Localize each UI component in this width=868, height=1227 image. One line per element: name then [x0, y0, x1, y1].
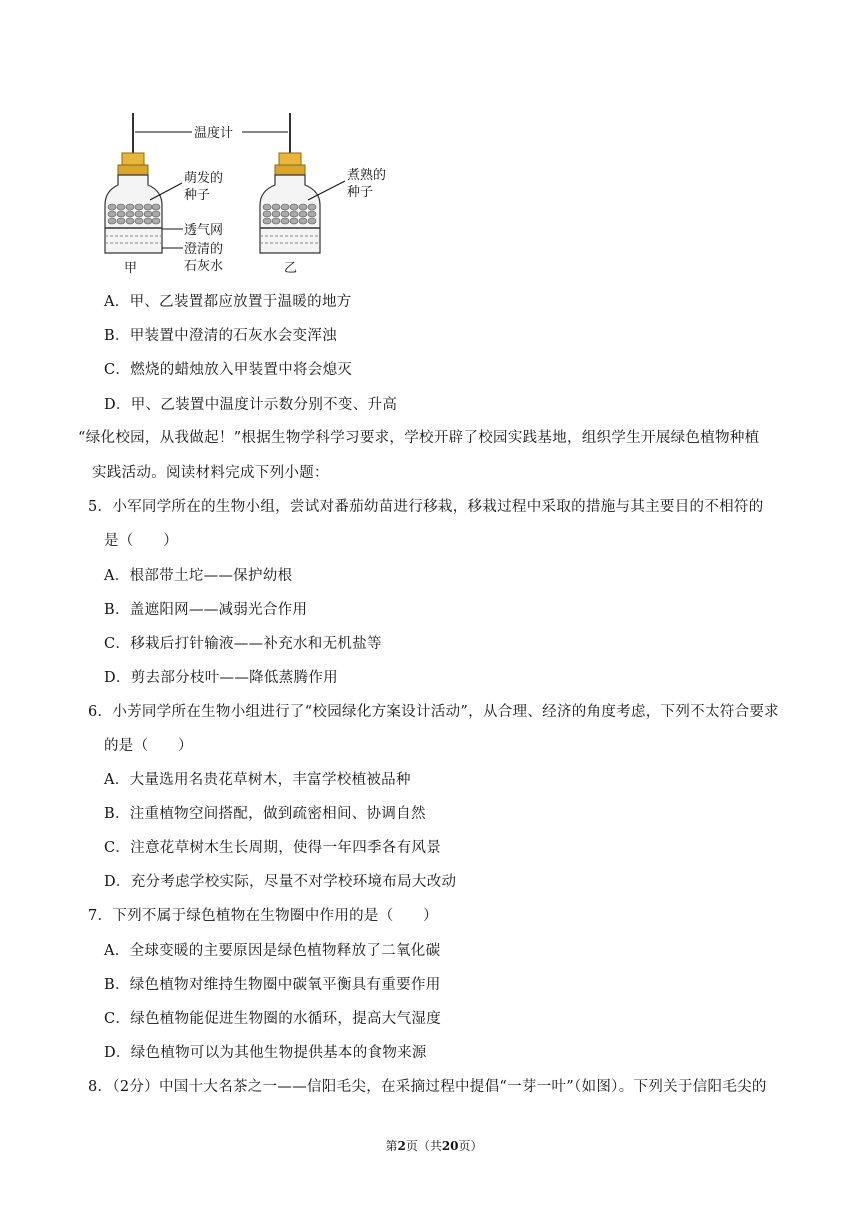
jar-a: [105, 153, 162, 253]
q7-stem-1: 7．下列不属于绿色植物在生物圈中作用的是（ ）: [88, 908, 438, 924]
experiment-figure: [100, 105, 410, 285]
q5-stem-2: 是（ ）: [104, 533, 178, 549]
footer-total: 20: [441, 1139, 459, 1153]
footer-prefix: 第: [385, 1139, 398, 1153]
label-limewater-2: 石灰水: [184, 259, 224, 274]
q6-option-b: B．注重植物空间搭配，做到疏密相间、协调自然: [104, 806, 426, 822]
q4-option-c: C．燃烧的蜡烛放入甲装置中将会熄灭: [104, 362, 353, 378]
intro-line-2: 实践活动。阅读材料完成下列小题：: [92, 465, 329, 481]
intro-line-1: “绿化校园，从我做起！”根据生物学科学习要求，学校开辟了校园实践基地，组织学生开展绿色植物种植: [78, 430, 760, 446]
q6-option-c: C．注意花草树木生长周期，使得一年四季各有风景: [104, 840, 441, 856]
q6-stem-1: 6．小芳同学所在生物小组进行了“校园绿化方案设计活动”，从合理、经济的角度考虑，下列不太符合要求: [88, 704, 779, 720]
footer-page: 2: [397, 1139, 406, 1153]
q7-option-a: A．全球变暖的主要原因是绿色植物释放了二氧化碳: [104, 943, 441, 959]
label-sprouting-1: 萌发的: [184, 171, 224, 186]
footer-suffix: 页）: [458, 1139, 483, 1153]
label-cooked-1: 煮熟的: [347, 168, 387, 183]
q8-stem-1: 8．（2分）中国十大名茶之一——信阳毛尖，在采摘过程中提倡“一芽一叶”（如图）。下列关于信阳毛尖的: [88, 1079, 767, 1095]
label-limewater-1: 澄清的: [184, 242, 224, 257]
q7-option-c: C．绿色植物能促进生物圈的水循环，提高大气湿度: [104, 1011, 441, 1027]
label-mesh: 透气网: [184, 223, 224, 238]
label-thermometer: 温度计: [194, 126, 234, 141]
label-jar-b: 乙: [284, 261, 298, 276]
jar-b: [260, 153, 320, 253]
q5-stem-1: 5．小军同学所在的生物小组，尝试对番茄幼苗进行移栽，移栽过程中采取的措施与其主要目的不相符的: [88, 499, 764, 515]
label-cooked-2: 种子: [347, 185, 374, 200]
q6-stem-2: 的是（ ）: [104, 738, 193, 754]
q4-option-a: A．甲、乙装置都应放置于温暖的地方: [104, 294, 352, 310]
label-sprouting-2: 种子: [184, 188, 211, 203]
q6-option-a: A．大量选用名贵花草树木，丰富学校植被品种: [104, 772, 411, 788]
q4-option-b: B．甲装置中澄清的石灰水会变浑浊: [104, 328, 337, 344]
q5-option-d: D．剪去部分枝叶——降低蒸腾作用: [104, 670, 338, 686]
q5-option-b: B．盖遮阳网——减弱光合作用: [104, 602, 308, 618]
footer-mid: 页（共: [405, 1139, 442, 1153]
q7-option-b: B．绿色植物对维持生物圈中碳氧平衡具有重要作用: [104, 977, 441, 993]
label-jar-a: 甲: [124, 261, 138, 276]
q5-option-a: A．根部带土坨——保护幼根: [104, 568, 293, 584]
q6-option-d: D．充分考虑学校实际，尽量不对学校环境布局大改动: [104, 874, 457, 890]
q4-option-d: D．甲、乙装置中温度计示数分别不变、升高: [104, 397, 398, 413]
q5-option-c: C．移栽后打针输液——补充水和无机盐等: [104, 636, 382, 652]
page-footer: [0, 1137, 868, 1154]
q7-option-d: D．绿色植物可以为其他生物提供基本的食物来源: [104, 1045, 427, 1061]
